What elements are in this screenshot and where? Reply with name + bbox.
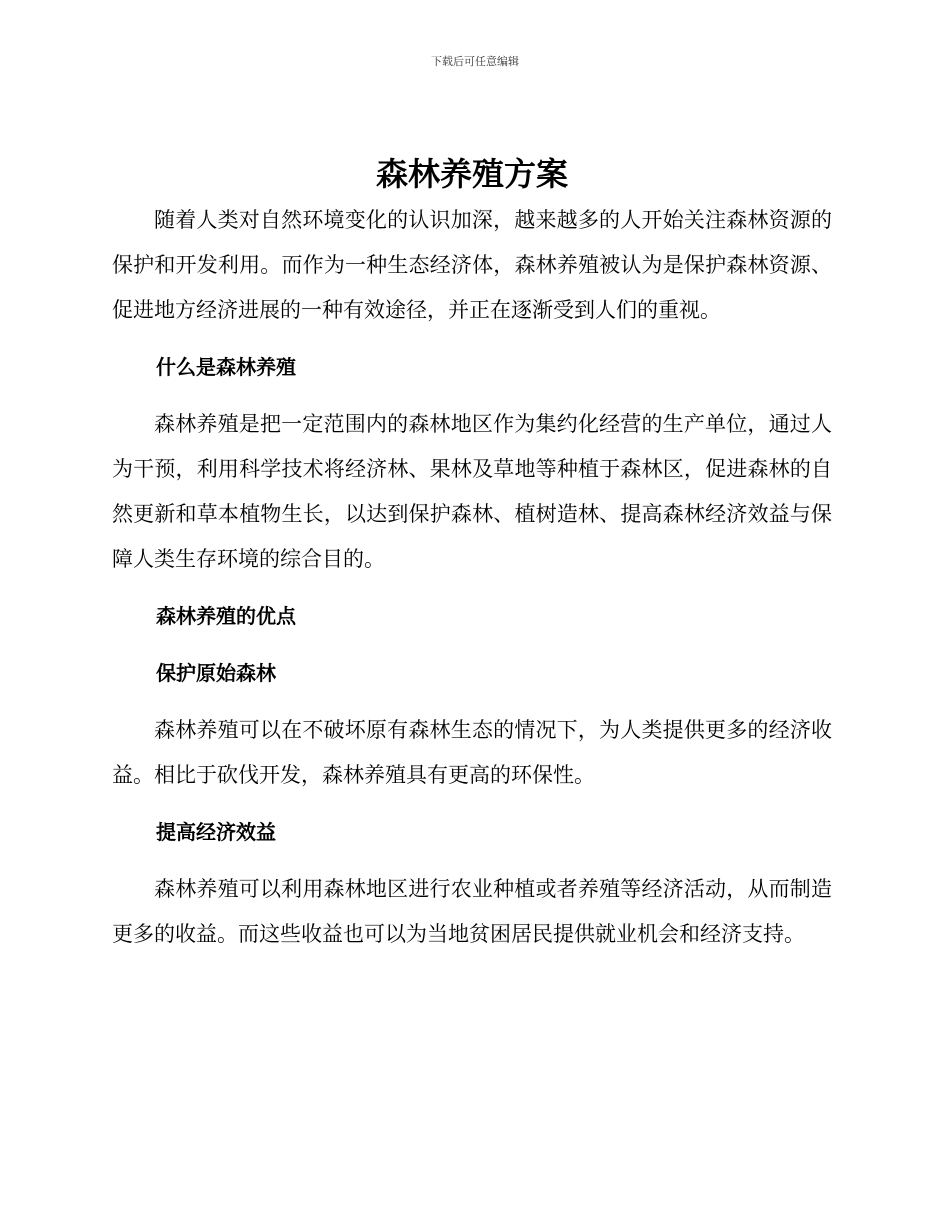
section-heading-protect-forest: 保护原始森林 <box>156 661 276 685</box>
section-heading-economic-benefit: 提高经济效益 <box>156 820 276 844</box>
intro-paragraph: 随着人类对自然环境变化的认识加深，越来越多的人开始关注森林资源的保护和开发利用。而作为一种生态经济体，森林养殖被认为是保护森林资源、促进地方经济进展的一种有效途径，并正在逐渐受到人们的重视。 <box>112 208 832 322</box>
document-body <box>112 150 832 957</box>
document-title: 森林养殖方案 <box>375 155 568 193</box>
section-paragraph-what-is: 森林养殖是把一定范围内的森林地区作为集约化经营的生产单位，通过人为干预，利用科学技术将经济林、果林及草地等种植于森林区，促进森林的自然更新和草本植物生长，以达到保护森林、植树造林、提高森林经济效益与保障人类生存环境的综合目的。 <box>112 412 832 571</box>
section-paragraph-protect-forest: 森林养殖可以在不破坏原有森林生态的情况下，为人类提供更多的经济收益。相比于砍伐开发，森林养殖具有更高的环保性。 <box>112 718 832 787</box>
header-note: 下载后可任意编辑 <box>431 55 519 68</box>
section-heading-advantages: 森林养殖的优点 <box>156 604 296 628</box>
section-heading-what-is: 什么是森林养殖 <box>156 355 296 379</box>
section-paragraph-economic-benefit: 森林养殖可以利用森林地区进行农业种植或者养殖等经济活动，从而制造更多的收益。而这些收益也可以为当地贫困居民提供就业机会和经济支持。 <box>112 877 832 946</box>
